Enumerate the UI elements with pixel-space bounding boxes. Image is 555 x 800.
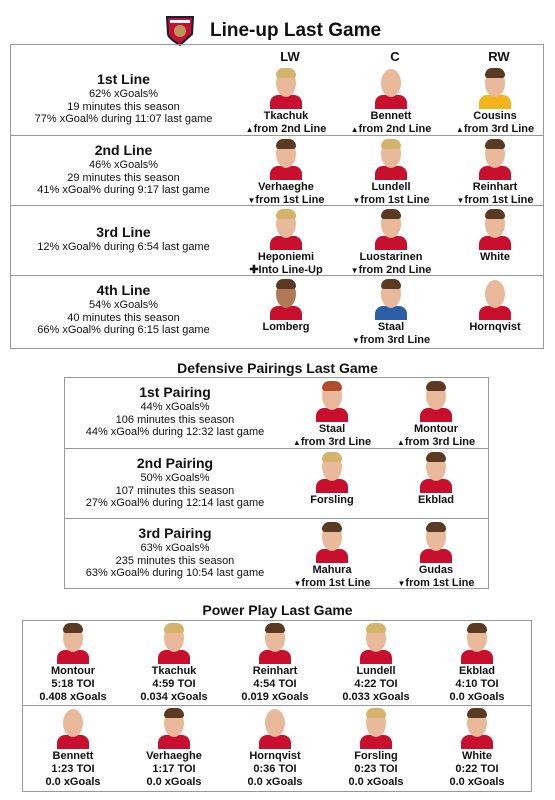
player-name: Luostarinen	[359, 251, 423, 263]
player-name: Tkachuk	[263, 110, 309, 122]
player-name: Hornqvist	[249, 750, 301, 762]
player-toi: 0:23 TOI	[354, 763, 398, 775]
player-name: Hornqvist	[469, 321, 521, 333]
player-photo	[476, 210, 514, 250]
player-name: Lundell	[356, 665, 396, 677]
arrow-down-icon: ▼	[456, 196, 465, 205]
player-name: White	[462, 750, 492, 762]
group-stat: 50% xGoals%	[140, 472, 210, 484]
line-change-text: from 2nd Line	[358, 123, 432, 135]
player-name: Staal	[318, 423, 346, 435]
defense-pairing-row	[65, 448, 488, 518]
player-xgoals: 0.0 xGoals	[45, 776, 101, 788]
arrow-down-icon: ▼	[293, 579, 302, 588]
player-photo	[155, 709, 193, 749]
player-name: Forsling	[354, 750, 398, 762]
powerplay-player-card	[331, 624, 421, 704]
player-photo	[267, 210, 305, 250]
player-card	[346, 210, 436, 277]
player-name: Forsling	[310, 494, 354, 506]
player-name: Verhaeghe	[258, 181, 314, 193]
player-toi: 4:22 TOI	[354, 678, 398, 690]
player-card	[391, 382, 481, 449]
player-name: Verhaeghe	[146, 750, 202, 762]
player-xgoals: 0.034 xGoals	[140, 691, 208, 703]
player-toi: 0:22 TOI	[455, 763, 499, 775]
group-stat: 29 minutes this season	[67, 171, 180, 184]
powerplay-player-card	[331, 709, 421, 789]
line-change-text: from 1st Line	[360, 194, 430, 206]
player-photo	[357, 709, 395, 749]
player-photo	[476, 69, 514, 109]
player-xgoals: 0.0 xGoals	[348, 776, 404, 788]
group-stat: 40 minutes this season	[67, 311, 180, 324]
player-photo	[476, 140, 514, 180]
player-name: Bennett	[52, 750, 94, 762]
player-xgoals: 0.033 xGoals	[342, 691, 410, 703]
player-name: Reinhart	[472, 181, 518, 193]
player-card	[241, 210, 331, 277]
arrow-up-icon: ▲	[292, 438, 301, 447]
group-name: 1st Pairing	[139, 384, 211, 400]
powerplay-player-card	[230, 709, 320, 789]
player-card	[241, 140, 331, 207]
defense-pairing-row	[65, 518, 488, 588]
player-photo	[458, 624, 496, 664]
player-xgoals: 0.019 xGoals	[241, 691, 309, 703]
arrow-up-icon: ▲	[350, 125, 359, 134]
group-name: 3rd Line	[96, 224, 151, 240]
player-card	[450, 210, 540, 264]
player-card	[450, 140, 540, 207]
group-stat: 63% xGoals%	[140, 542, 210, 554]
page-header	[0, 6, 555, 46]
group-summary	[11, 71, 236, 126]
player-name: Montour	[51, 665, 95, 677]
player-photo	[476, 280, 514, 320]
player-card	[241, 69, 331, 136]
arrow-up-icon: ▲	[396, 438, 405, 447]
powerplay-player-card	[28, 624, 118, 704]
player-xgoals: 0.0 xGoals	[146, 776, 202, 788]
player-xgoals: 0.0 xGoals	[449, 776, 505, 788]
player-name: Ekblad	[417, 494, 455, 506]
player-line-change	[391, 577, 481, 590]
player-name: Mahura	[312, 564, 352, 576]
player-toi: 4:54 TOI	[253, 678, 297, 690]
player-photo	[372, 210, 410, 250]
player-card	[450, 280, 540, 334]
player-name: Staal	[377, 321, 405, 333]
group-stat: 235 minutes this season	[115, 554, 235, 567]
powerplay-row	[23, 621, 531, 707]
column-header-rw: RW	[488, 49, 510, 64]
group-name: 3rd Pairing	[138, 525, 212, 541]
line-change-text: from 2nd Line	[253, 123, 327, 135]
group-stat: 62% xGoals%	[88, 88, 159, 100]
group-stat: 54% xGoals%	[88, 299, 159, 311]
player-card	[346, 280, 436, 347]
player-toi: 4:10 TOI	[455, 678, 499, 690]
player-name: Heponiemi	[257, 251, 315, 263]
player-toi: 5:18 TOI	[51, 678, 95, 690]
player-toi: 4:59 TOI	[152, 678, 196, 690]
group-name: 1st Line	[97, 71, 150, 87]
powerplay-player-card	[129, 709, 219, 789]
player-photo	[267, 69, 305, 109]
player-toi: 1:17 TOI	[152, 763, 196, 775]
player-xgoals: 0.408 xGoals	[39, 691, 107, 703]
player-photo	[267, 140, 305, 180]
line-change-text: from 2nd Line	[358, 264, 432, 276]
defense-pairing-row	[65, 378, 488, 448]
group-summary	[65, 455, 285, 510]
defense-section-title: Defensive Pairings Last Game	[177, 360, 378, 376]
player-card	[241, 280, 331, 334]
player-name: Reinhart	[252, 665, 298, 677]
group-stat: 27% xGoal% during 12:14 last game	[85, 497, 265, 509]
arrow-up-icon: ▲	[245, 125, 254, 134]
powerplay-player-card	[432, 624, 522, 704]
powerplay-row	[23, 705, 531, 791]
player-photo	[313, 382, 351, 422]
player-name: Ekblad	[458, 665, 496, 677]
group-stat: 63% xGoal% during 10:54 last game	[85, 567, 265, 579]
team-logo-icon	[165, 14, 195, 46]
player-name: Lomberg	[262, 321, 310, 333]
defense-pairings-table	[64, 377, 489, 589]
arrow-down-icon: ▼	[397, 579, 406, 588]
player-card	[391, 523, 481, 590]
player-name: Lundell	[371, 181, 411, 193]
arrow-down-icon: ▼	[350, 266, 359, 275]
player-name: Cousins	[473, 110, 517, 122]
line-change-text: Into Line-Up	[258, 264, 323, 276]
powerplay-player-card	[432, 709, 522, 789]
player-card	[287, 453, 377, 507]
powerplay-player-card	[230, 624, 320, 704]
player-card	[287, 382, 377, 449]
player-photo	[155, 624, 193, 664]
player-toi: 0:36 TOI	[253, 763, 297, 775]
forward-line-row	[11, 65, 543, 135]
player-photo	[256, 709, 294, 749]
player-photo	[313, 523, 351, 563]
player-card	[391, 453, 481, 507]
arrow-down-icon: ▼	[247, 196, 256, 205]
player-name: Gudas	[418, 564, 454, 576]
player-photo	[313, 453, 351, 493]
line-change-text: from 3rd Line	[463, 123, 535, 135]
group-summary	[65, 525, 285, 580]
player-photo	[372, 140, 410, 180]
group-stat: 46% xGoals%	[88, 159, 159, 171]
column-header-lw: LW	[280, 49, 300, 64]
line-change-text: from 3rd Line	[359, 334, 431, 346]
player-card	[450, 69, 540, 136]
arrow-down-icon: ▼	[352, 196, 361, 205]
line-change-text: from 1st Line	[405, 577, 475, 589]
group-stat: 77% xGoal% during 11:07 last game	[34, 113, 213, 125]
player-photo	[458, 709, 496, 749]
player-photo	[417, 523, 455, 563]
player-xgoals: 0.0 xGoals	[247, 776, 303, 788]
group-stat: 41% xGoal% during 9:17 last game	[37, 184, 210, 196]
player-toi: 1:23 TOI	[51, 763, 95, 775]
player-photo	[417, 382, 455, 422]
line-change-text: from 1st Line	[255, 194, 325, 206]
player-line-change	[287, 577, 377, 590]
forward-line-row	[11, 135, 543, 205]
group-summary	[11, 142, 236, 197]
group-stat: 107 minutes this season	[115, 484, 235, 497]
group-stat: 12% xGoal% during 6:54 last game	[37, 241, 210, 253]
player-name: White	[480, 251, 510, 263]
group-name: 4th Line	[96, 282, 151, 298]
powerplay-table	[22, 620, 532, 792]
powerplay-player-card	[129, 624, 219, 704]
group-name: 2nd Line	[94, 142, 153, 158]
player-card	[287, 523, 377, 590]
player-photo	[372, 69, 410, 109]
line-change-text: from 3rd Line	[404, 436, 476, 448]
powerplay-player-card	[28, 709, 118, 789]
player-photo	[256, 624, 294, 664]
forward-line-row	[11, 275, 543, 345]
group-stat: 66% xGoal% during 6:15 last game	[37, 324, 210, 336]
plus-icon: ✚	[249, 264, 259, 276]
group-name: 2nd Pairing	[136, 455, 214, 471]
forward-lines-table	[10, 44, 544, 349]
group-summary	[11, 224, 236, 254]
player-photo	[267, 280, 305, 320]
player-card	[346, 140, 436, 207]
player-card	[346, 69, 436, 136]
player-line-change	[346, 334, 436, 347]
group-stat: 44% xGoals%	[140, 401, 210, 413]
group-summary	[65, 384, 285, 439]
player-photo	[54, 624, 92, 664]
column-header-c: C	[390, 49, 400, 64]
group-summary	[11, 282, 236, 337]
group-stat: 19 minutes this season	[67, 100, 180, 113]
player-name: Bennett	[370, 110, 412, 122]
player-name: Montour	[414, 423, 458, 435]
line-change-text: from 1st Line	[464, 194, 534, 206]
player-photo	[417, 453, 455, 493]
line-change-text: from 1st Line	[301, 577, 371, 589]
powerplay-section-title: Power Play Last Game	[202, 602, 353, 618]
player-photo	[357, 624, 395, 664]
group-stat: 106 minutes this season	[115, 413, 235, 426]
player-photo	[54, 709, 92, 749]
line-change-text: from 3rd Line	[300, 436, 372, 448]
page-title: Line-up Last Game	[210, 20, 382, 41]
group-stat: 44% xGoal% during 12:32 last game	[85, 426, 265, 438]
forward-line-row	[11, 205, 543, 275]
player-photo	[372, 280, 410, 320]
player-name: Tkachuk	[151, 665, 197, 677]
arrow-down-icon: ▼	[351, 336, 360, 345]
arrow-up-icon: ▲	[455, 125, 464, 134]
player-xgoals: 0.0 xGoals	[449, 691, 505, 703]
